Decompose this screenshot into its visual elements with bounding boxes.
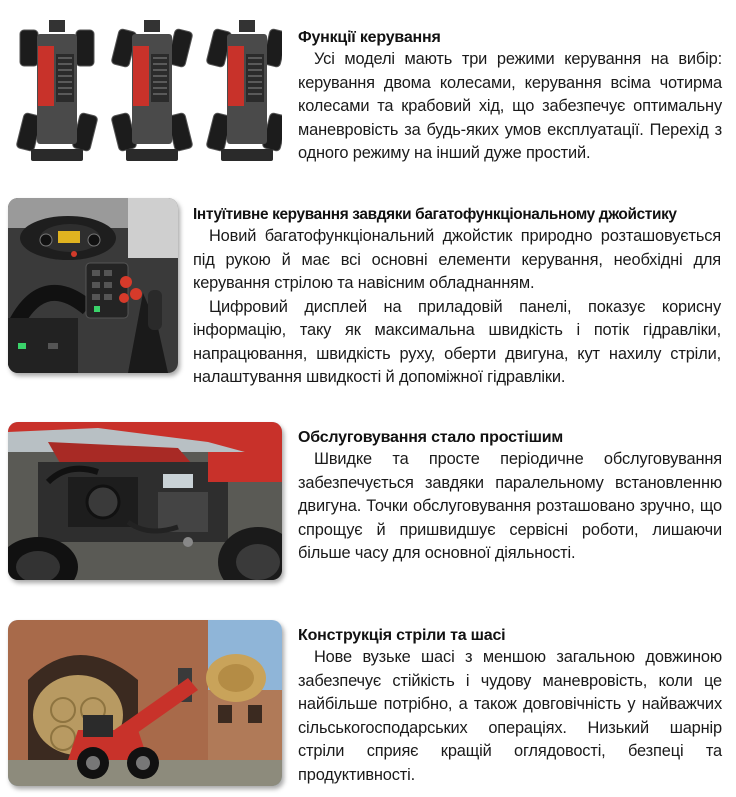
steering-mode-illustration	[16, 20, 98, 161]
steering-modes-image	[12, 14, 282, 164]
section-title: Функції керування	[298, 29, 441, 46]
telehandler-image	[8, 620, 282, 786]
section-text	[298, 625, 722, 787]
section-paragraph: Новий багатофункціональний джойстик природно розташовується під рукою й має всі основні елементи керування, необхідні для керування стрілою та навісним обладнанням.	[193, 227, 721, 292]
section-maintenance	[0, 410, 736, 590]
wheel-shape	[20, 30, 38, 66]
section-text	[298, 27, 722, 166]
section-paragraph: Усі моделі мають три режими керування на вибір: керування двома колесами, керування всіма чотирма колесами та крабовий хід, що забезпечує оптимальну маневровість за будь-яких умов експлуатації. Перехід з одного режиму на інший дуже простий.	[298, 50, 722, 162]
section-title: Обслуговування стало простішим	[298, 429, 564, 446]
section-steering-modes	[0, 0, 736, 180]
steering-mode-illustration	[111, 20, 193, 161]
section-paragraph: Швидке та просте періодичне обслуговування забезпечується завдяки паралельному встановленню двигуна. Точки обслуговування розташовано зручно, що спрощує й пришвидшує сервісні роботи, лишаючи більше часу для основної діяльності.	[298, 450, 722, 562]
cab-joystick-image	[8, 198, 178, 373]
section-boom-chassis	[0, 610, 736, 795]
section-joystick	[0, 190, 736, 385]
section-title: Конструкція стріли та шасі	[298, 627, 506, 644]
wheel-shape	[76, 30, 94, 66]
section-paragraph: Нове вузьке шасі з меншою загальною довжиною забезпечує стійкість і чудову маневровість, коли це найбільше потрібно, а також довговічність у найважчих сільськогосподарських операціях. Низький шарнір стріли сприяє кращій оглядовості, безпеці та продуктивності.	[298, 648, 722, 784]
engine-compartment-image	[8, 422, 282, 580]
steering-mode-illustration	[206, 20, 282, 161]
section-title: Інтуїтивне керування завдяки багатофункціональному джойстику	[193, 206, 677, 223]
section-text	[298, 427, 722, 566]
section-paragraph: Цифровий дисплей на приладовій панелі, показує корисну інформацію, таку як максимальна швидкість і потік гідравліки, напрацювання, швидкість руху, оберти двигуна, кут нахилу стріли, налаштування швидкості й допоміжної гідравліки.	[193, 297, 721, 386]
section-text	[193, 204, 721, 390]
